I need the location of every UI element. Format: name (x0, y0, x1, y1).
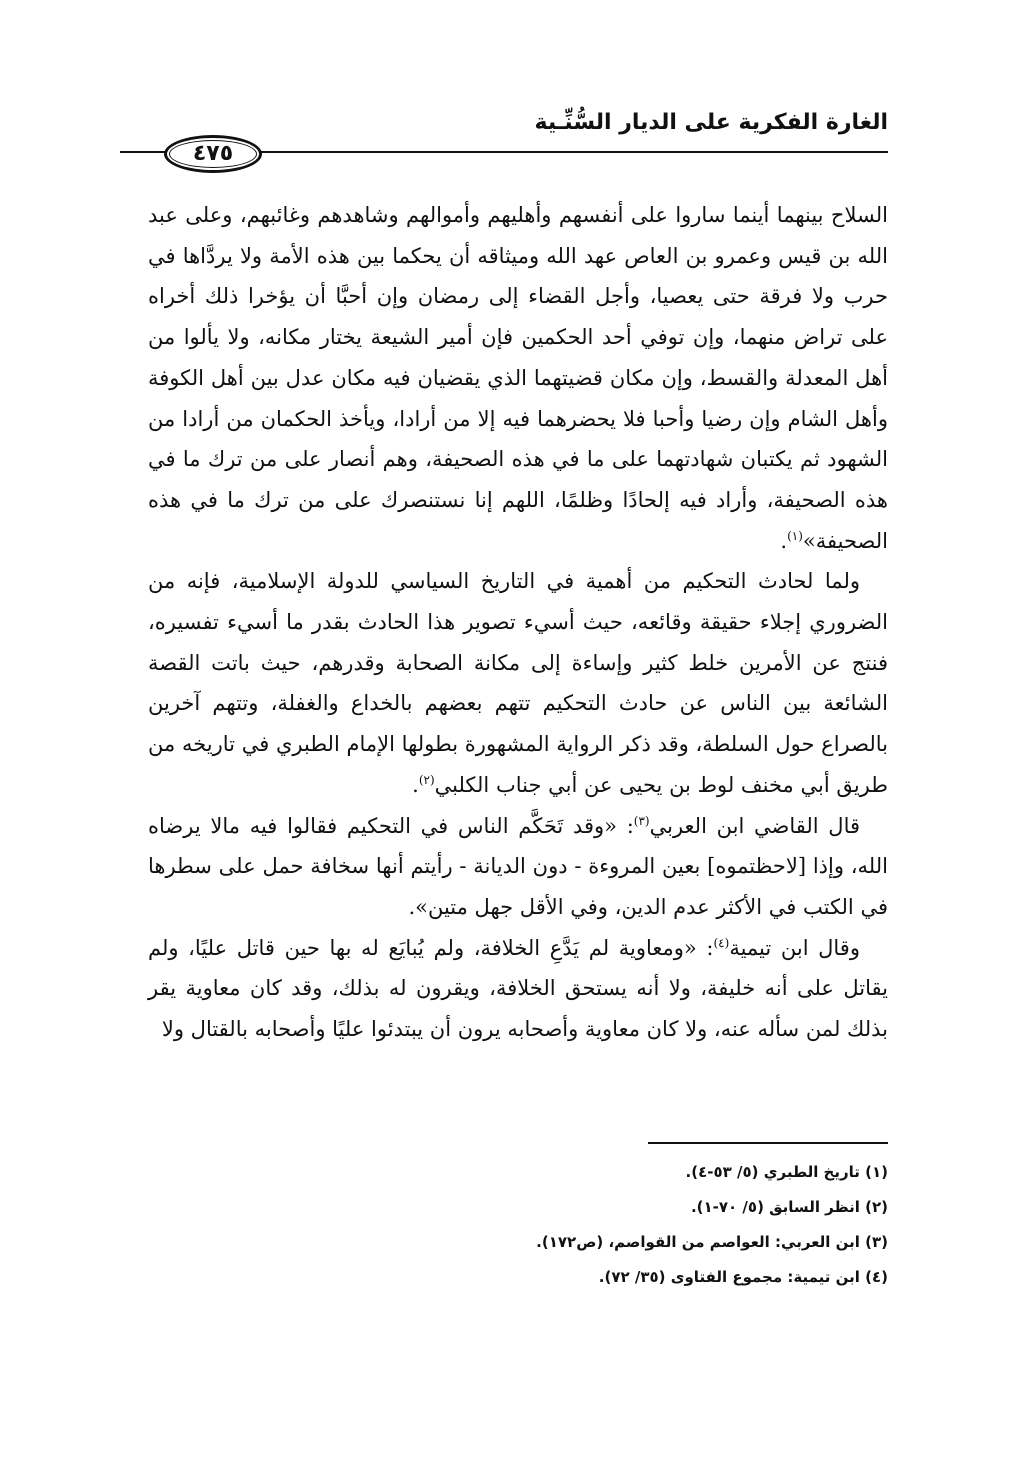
footnote: (٣) ابن العربي: العواصم من القواصم، (ص١٧٢). (536, 1233, 888, 1251)
page-number: ٤٧٥ (192, 141, 234, 166)
footnote-separator (648, 1142, 888, 1144)
paragraph-tail: . (780, 528, 788, 553)
paragraph-text: وقال ابن تيمية (729, 935, 860, 960)
paragraph (148, 806, 888, 928)
footnote: (٢) انظر السابق (٥/ ٧٠-١). (690, 1198, 888, 1216)
page-number-badge-inner-ring (169, 140, 257, 168)
paragraph (148, 195, 888, 561)
footnotes-list (148, 1155, 888, 1295)
paragraph-tail: . (412, 772, 419, 797)
footnote: (٤) ابن تيمية: مجموع الفتاوى (٣٥/ ٧٢). (598, 1268, 888, 1286)
body-text (148, 195, 888, 1050)
footnote-ref[interactable]: (٣) (633, 813, 650, 828)
footnote: (١) تاريخ الطبري (٥/ ٥٣-٤). (685, 1163, 888, 1181)
running-title: الغارة الفكرية على الديار السُّنِّـية (534, 110, 888, 135)
paragraph-tail: : «وقد تَحَكَّم الناس في التحكيم فقالوا فيه مالا يرضاه الله، وإذا [لاحظتموه] بعين المروءة - دون الديانة - رأيتم أنها سخافة حمل على سطرها في الكتب في الأكثر عدم الدين، وفي الأقل جهل متين». (148, 813, 888, 919)
paragraph-text: ولما لحادث التحكيم من أهمية في التاريخ السياسي للدولة الإسلامية، فإنه من الضروري إجلاء حقيقة وقائعه، حيث أسيء تصوير هذا الحادث بقدر ما أسيء تفسيره، فنتج عن الأمرين خلط كثير وإساءة إلى مكانة الصحابة وقدرهم، حيث باتت القصة الشائعة بين الناس عن حادث التحكيم تتهم بعضهم بالخداع والغفلة، وتتهم آخرين بالصراع حول السلطة، وقد ذكر الرواية المشهورة بطولها الإمام الطبري في تاريخه من طريق أبي مخنف لوط بن يحيى عن أبي جناب الكلبي (148, 569, 888, 797)
paragraph-tail: : «ومعاوية لم يَدَّعِ الخلافة، ولم يُبايَع له بها حين قاتل عليًا، ولم يقاتل على أنه خليفة، ولا أنه يستحق الخلافة، ويقرون له بذلك، وقد كان معاوية يقر بذلك لمن سأله عنه، ولا كان معاوية وأصحابه يرون أن يبتدئوا عليًا وأصحابه بالقتال ولا (148, 935, 888, 1042)
footnote-ref[interactable]: (١) (787, 528, 803, 543)
paragraph-text: قال القاضي ابن العربي (649, 813, 861, 838)
paragraph (148, 928, 888, 1050)
page-header (120, 110, 888, 170)
footnote-ref[interactable]: (٤) (713, 935, 730, 950)
footnote-ref[interactable]: (٢) (418, 772, 435, 787)
paragraph-text: السلاح بينهما أينما ساروا على أنفسهم وأهليهم وأموالهم وشاهدهم وغائبهم، وعلى عبد الله بن قيس وعمرو بن العاص عهد الله وميثاقه أن يحكما بين هذه الأمة ولا يردَّاها في حرب ولا فرقة حتى يعصيا، وأجل القضاء إلى رمضان وإن أحبَّا أن يؤخرا ذلك أخراه على تراض منهما، وإن توفي أحد الحكمين فإن أمير الشيعة يختار مكانه، ولا يألوا من أهل المعدلة والقسط، وإن مكان قضيتهما الذي يقضيان فيه مكان عدل بين أهل الكوفة وأهل الشام وإن رضيا وأحبا فلا يحضرهما فيه إلا من أرادا، ويأخذ الحكمان من أرادا من الشهود ثم يكتبان شهادتهما على ما في هذه الصحيفة، وهم أنصار على من ترك ما في هذه الصحيفة، وأراد فيه إلحادًا وظلمًا، اللهم إنا نستنصرك على من ترك ما في هذه الصحيفة» (148, 203, 888, 553)
page-number-badge (164, 135, 262, 173)
paragraph (148, 561, 888, 805)
